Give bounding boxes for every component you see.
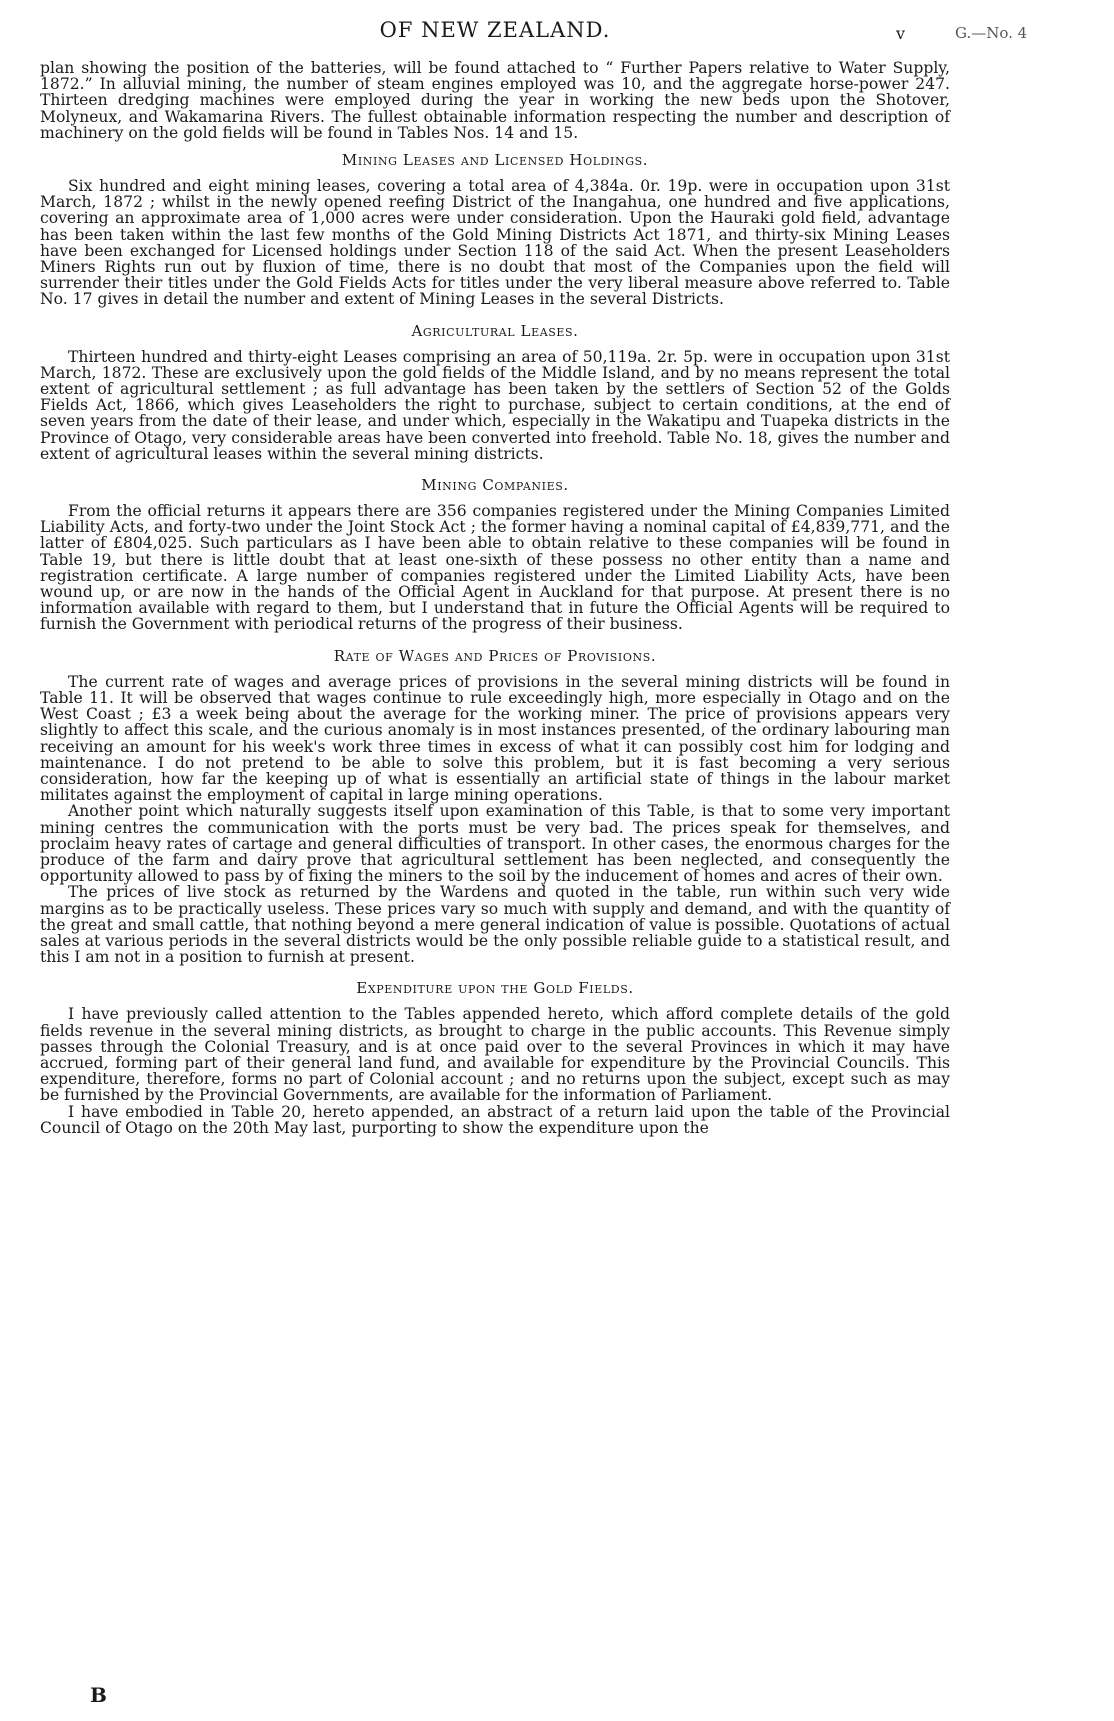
paragraph: I have embodied in Table 20, hereto appended, an abstract of a return laid upon the table of the Provincial Council of Otago on the 20th May last, purporting to show the expenditure upon the [40,1102,950,1137]
document-reference: G.—No. 4 [955,24,1028,42]
page-header [40,18,950,46]
paragraph: I have previously called attention to the Tables appended hereto, which afford complete details of the gold fields revenue in the several mining districts, as brought to charge in the public accounts. This Revenue simply passes through the Colonial Treasury, and is at once paid over to the several Provinces in which it may have accrued, forming part of their general land fund, and available for expenditure by the Provincial Councils. This expenditure, therefore, forms no part of Colonial account ; and no returns upon the subject, except such as may be furnished by the Provincial Governments, are available for the information of Parliament. [40,1005,950,1105]
paragraph: Another point which naturally suggests itself upon examination of this Table, is that to some very important mining centres the communication with the ports must be very bad. The prices speak for themselves, and proclaim heavy rates of cartage and general difficulties of transport. In other cases, the enormous charges for the produce of the farm and dairy prove that agricultural settlement has been neglected, and consequently the opportunity allowed to pass by of fixing the miners to the soil by the inducement of homes and acres of their own. [40,802,950,886]
section-heading: Expenditure upon the Gold Fields. [356,979,634,998]
section-continuation [40,60,950,141]
section-heading: Mining Leases and Licensed Holdings. [341,151,649,170]
running-title: OF NEW ZEALAND. [379,18,611,42]
document-page [40,18,950,1136]
section-agricultural-leases [40,322,950,462]
paragraph: From the official returns it appears there are 356 companies registered under the Mining Companies Limited Liability Acts, and forty-two under the Joint Stock Act ; the former having a nominal capital of £4,839,771, and the latter of £804,025. Such particulars as I have been able to obtain relative to these companies will be found in Table 19, but there is little doubt that at least one-sixth of these possess no other entity than a name and registration certificate. A large number of companies registered under the Limited Liability Acts, have been wound up, or are now in the hands of the Official Agent in Auckland for that purpose. At present there is no information available with regard to them, but I understand that in future the Official Agents will be required to furnish the Government with periodical returns of the progress of their business. [40,502,950,634]
section-mining-leases [40,151,950,308]
section-wages-provisions [40,647,950,966]
section-heading: Mining Companies. [421,476,569,495]
paragraph: plan showing the position of the batteries, will be found attached to “ Further Papers relative to Water Supply, 1872.” In alluvial mining, the number of steam engines employed was 10, and the aggregate horse-power 247. Thirteen dredging machines were employed during the year in working the new beds upon the Shotover, Molyneux, and Wakamarina Rivers. The fullest obtainable information respecting the number and description of machinery on the gold fields will be found in Tables Nos. 14 and 15. [40,59,950,142]
signature-mark: B [90,1683,107,1707]
section-heading: Agricultural Leases. [411,321,579,340]
paragraph: The prices of live stock as returned by the Wardens and quoted in the table, run within such very wide margins as to be practically useless. These prices vary so much with supply and demand, and with the quantity of the great and small cattle, that nothing beyond a mere general indication of value is possible. Quotations of actual sales at various periods in the several districts would be the only possible reliable guide to a statistical result, and this I am not in a position to furnish at present. [40,883,950,967]
paragraph: The current rate of wages and average prices of provisions in the several mining districts will be found in Table 11. It will be observed that wages continue to rule exceedingly high, more especially in Otago and on the West Coast ; £3 a week being about the average for the working miner. The price of provisions appears very slightly to affect this scale, and the curious anomaly is in most instances presented, of the ordinary labouring man receiving an amount for his week's work three times in excess of what it can possibly cost him for lodging and maintenance. I do not pretend to be able to solve this problem, but it is fast becoming a very serious consideration, how far the keeping up of what is essentially an artificial state of things in the labour market militates against the employment of capital in large mining operations. [40,672,950,805]
paragraph: Thirteen hundred and thirty-eight Leases comprising an area of 50,119a. 2r. 5p. were in occupation upon 31st March, 1872. These are exclusively upon the gold fields of the Middle Island, and by no means represent the total extent of agricultural settlement ; as full advantage has been taken by the settlers of Section 52 of the Golds Fields Act, 1866, which gives Leaseholders the right to purchase, subject to certain conditions, at the end of seven years from the date of their lease, and under which, especially in the Wakatipu and Tuapeka districts in the Province of Otago, very considerable areas have been converted into freehold. Table No. 18, gives the number and extent of agricultural leases within the several mining districts. [40,347,950,463]
paragraph: Six hundred and eight mining leases, covering a total area of 4,384a. 0r. 19p. were in occupation upon 31st March, 1872 ; whilst in the newly opened reefing District of the Inangahua, one hundred and five applications, covering an approximate area of 1,000 acres were under consideration. Upon the Hauraki gold field, advantage has been taken within the last few months of the Gold Mining Districts Act 1871, and thirty-six Mining Leases have been exchanged for Licensed holdings under Section 118 of the said Act. When the present Leaseholders Miners Rights run out by fluxion of time, there is no doubt that most of the Companies upon the field will surrender their titles under the Gold Fields Acts for titles under the very liberal measure above referred to. Table No. 17 gives in detail the number and extent of Mining Leases in the several Districts. [40,177,950,309]
section-expenditure [40,979,950,1136]
section-mining-companies [40,476,950,633]
section-heading: Rate of Wages and Prices of Provisions. [333,646,657,665]
page-number: v [896,24,906,43]
